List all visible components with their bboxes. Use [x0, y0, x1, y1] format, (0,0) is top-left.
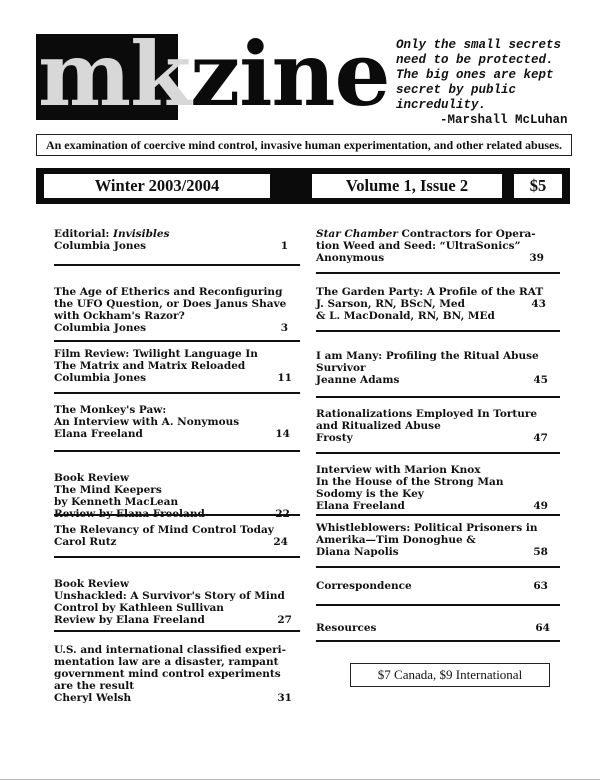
- issue-bar: [36, 168, 570, 204]
- divider-rule: [54, 556, 300, 558]
- toc-entry[interactable]: [316, 580, 548, 592]
- toc-title: tion Weed and Seed: “UltraSonics”: [316, 240, 521, 252]
- masthead-logo: [36, 22, 390, 126]
- toc-title: The Mind Keepers: [54, 484, 162, 496]
- toc-page: 3: [280, 322, 288, 334]
- toc-entry[interactable]: [316, 522, 556, 558]
- divider-rule: [54, 450, 300, 452]
- toc-entry[interactable]: [54, 228, 288, 252]
- divider-rule: [316, 640, 560, 642]
- toc-title: Unshackled: A Survivor's Story of Mind: [54, 590, 285, 602]
- toc-page: 63: [533, 580, 548, 592]
- toc-page: 39: [529, 252, 544, 264]
- divider-rule: [316, 272, 560, 274]
- quote-line: incredulity.: [396, 98, 487, 112]
- divider-rule: [54, 264, 300, 266]
- divider-rule: [54, 630, 300, 632]
- toc-title: The Garden Party: A Profile of the RAT: [316, 286, 544, 298]
- quote-line: secret by public: [396, 83, 517, 97]
- toc-page: 64: [535, 622, 550, 634]
- toc-title: I am Many: Profiling the Ritual Abuse: [316, 350, 539, 362]
- toc-title: U.S. and international classified experi-: [54, 644, 286, 656]
- toc-title: Survivor: [316, 362, 366, 374]
- toc-page: 45: [533, 374, 548, 386]
- toc-author: & L. MacDonald, RN, BN, MEd: [316, 310, 495, 322]
- toc-title: In the House of the Strong Man: [316, 476, 504, 488]
- toc-title: Editorial: Invisibles: [54, 228, 170, 240]
- toc-page: 47: [533, 432, 548, 444]
- toc-entry[interactable]: [316, 408, 548, 444]
- toc-title: Film Review: Twilight Language In: [54, 348, 258, 360]
- toc-title: mentation law are a disaster, rampant: [54, 656, 279, 668]
- toc-page: 58: [533, 546, 548, 558]
- divider-rule: [54, 392, 300, 394]
- divider-rule: [316, 566, 560, 568]
- toc-title: with Ockham's Razor?: [54, 310, 185, 322]
- toc-entry[interactable]: [54, 524, 298, 548]
- toc-title: Amerika—Tim Donoghue &: [316, 534, 476, 546]
- toc-author: Diana Napolis 58: [316, 546, 548, 558]
- page-bottom-edge: [0, 779, 600, 780]
- toc-title: An Interview with A. Nonymous: [54, 416, 240, 428]
- issue-season: Winter 2003/2004: [44, 174, 270, 198]
- toc-entry[interactable]: [316, 622, 550, 634]
- quote-line: need to be protected.: [396, 53, 554, 67]
- toc-title: The Relevancy of Mind Control Today: [54, 524, 274, 536]
- toc-author: J. Sarson, RN, BScN, Med 43: [316, 298, 546, 310]
- divider-rule: [54, 340, 300, 342]
- epigraph-quote: [396, 38, 596, 128]
- divider-rule: [54, 514, 300, 516]
- toc-title: and Ritualized Abuse: [316, 420, 441, 432]
- toc-author: Review by Elana Freeland 27: [54, 614, 292, 626]
- toc-title: Star Chamber Contractors for Opera-: [316, 228, 536, 240]
- toc-entry[interactable]: [316, 464, 548, 512]
- toc-author: Elana Freeland 49: [316, 500, 548, 512]
- tagline: An examination of coercive mind control, invasive human experimentation, and other related abuses.: [36, 134, 572, 156]
- toc-entry[interactable]: [54, 578, 298, 626]
- quote-line: The big ones are kept: [396, 68, 554, 82]
- toc-page: 14: [275, 428, 290, 440]
- toc-title: The Monkey's Paw:: [54, 404, 167, 416]
- toc-entry[interactable]: [316, 286, 556, 322]
- international-price-box: $7 Canada, $9 International: [350, 663, 550, 687]
- toc-author: Columbia Jones 11: [54, 372, 292, 384]
- toc-author: Anonymous 39: [316, 252, 544, 264]
- toc-entry[interactable]: [54, 348, 298, 384]
- toc-title: Interview with Marion Knox: [316, 464, 481, 476]
- toc-page: 11: [277, 372, 292, 384]
- toc-author: Frosty 47: [316, 432, 548, 444]
- toc-title: Whistleblowers: Political Prisoners in: [316, 522, 538, 534]
- toc-author: Carol Rutz 24: [54, 536, 288, 548]
- toc-title: by Kenneth MacLean: [54, 496, 179, 508]
- quote-line: Only the small secrets: [396, 38, 562, 52]
- toc-entry[interactable]: [54, 644, 292, 704]
- toc-title: The Matrix and Matrix Reloaded: [54, 360, 246, 372]
- toc-entry[interactable]: [316, 228, 548, 264]
- issue-volume: Volume 1, Issue 2: [312, 174, 502, 198]
- toc-title: Book Review: [54, 472, 130, 484]
- toc-page: 43: [531, 298, 546, 310]
- toc-author: Elana Freeland 14: [54, 428, 290, 440]
- toc-author: Columbia Jones 3: [54, 322, 288, 334]
- toc-page: 31: [277, 692, 292, 704]
- toc-page: 49: [533, 500, 548, 512]
- toc-title: Book Review: [54, 578, 130, 590]
- divider-rule: [316, 452, 560, 454]
- toc-entry[interactable]: [54, 472, 294, 520]
- toc-title: the UFO Question, or Does Janus Shave: [54, 298, 287, 310]
- toc-page: 27: [277, 614, 292, 626]
- toc-entry[interactable]: [54, 404, 294, 440]
- toc-entry[interactable]: [54, 286, 300, 334]
- toc-page: 1: [280, 240, 288, 252]
- toc-title: Control by Kathleen Sullivan: [54, 602, 224, 614]
- toc-page: 24: [273, 536, 288, 548]
- toc-author: Resources 64: [316, 622, 550, 634]
- toc-title: Sodomy is the Key: [316, 488, 424, 500]
- toc-entry[interactable]: [316, 350, 548, 386]
- toc-title: The Age of Etherics and Reconfiguring: [54, 286, 283, 298]
- toc-author: Jeanne Adams 45: [316, 374, 548, 386]
- toc-author: Correspondence 63: [316, 580, 548, 592]
- toc-author: Columbia Jones 1: [54, 240, 288, 252]
- divider-rule: [316, 514, 560, 516]
- divider-rule: [316, 396, 560, 398]
- quote-author: -Marshall McLuhan: [440, 113, 568, 127]
- toc-title: government mind control experiments: [54, 668, 281, 680]
- logo-wordmark: [38, 24, 389, 124]
- toc-title: Rationalizations Employed In Torture: [316, 408, 538, 420]
- issue-price: $5: [514, 174, 562, 198]
- logo-zine: zine: [190, 22, 390, 126]
- divider-rule: [316, 330, 560, 332]
- logo-mk: mk: [38, 22, 191, 126]
- divider-rule: [316, 604, 560, 606]
- toc-author: Cheryl Welsh 31: [54, 692, 292, 704]
- toc-title: are the result: [54, 680, 135, 692]
